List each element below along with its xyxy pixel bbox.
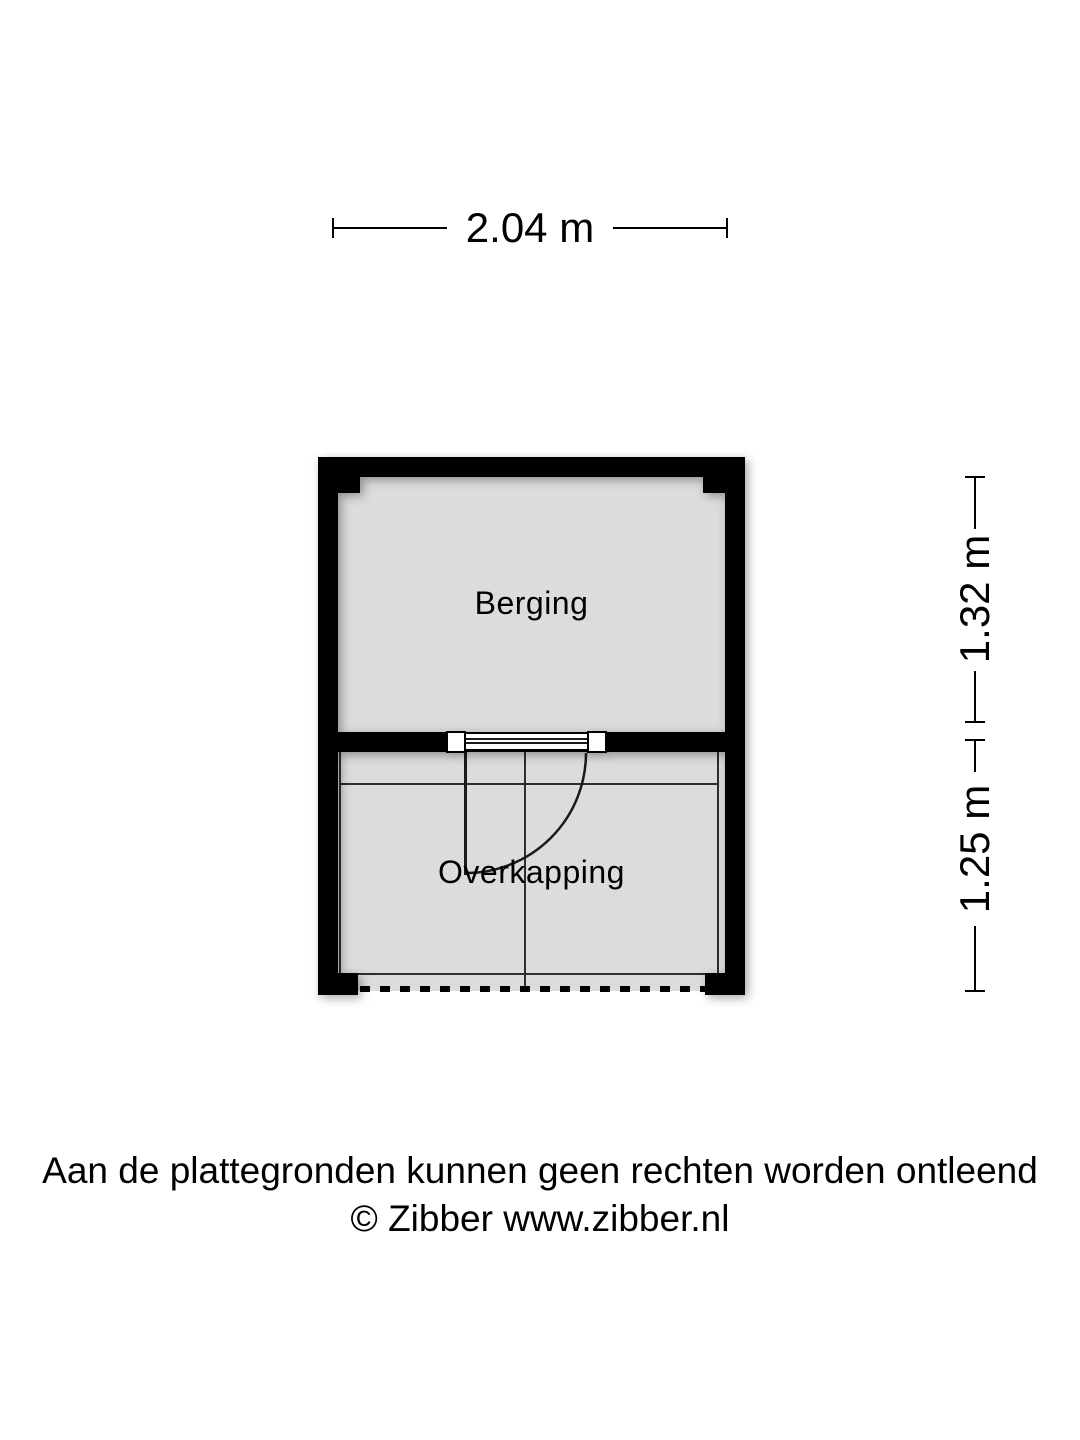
dimension-overkapping-label: 1.25 m (951, 784, 998, 914)
wall-foot-bottom-right (705, 973, 745, 995)
dimension-berging-bottom-line (974, 671, 976, 723)
footer-credit: © Zibber www.zibber.nl (350, 1198, 730, 1239)
door-post-right (587, 731, 607, 753)
dimension-top-left-line (333, 227, 447, 229)
wall-left (318, 457, 338, 995)
wall-middle-left (318, 732, 446, 752)
door-window-frame (466, 732, 587, 752)
walls-layer (318, 457, 745, 995)
room-label-berging: Berging (474, 585, 589, 621)
window-pane-line (466, 742, 587, 744)
door-post-left (446, 731, 466, 753)
dimension-top-label: 2.04 m (465, 204, 595, 251)
dimension-top-right-tick (726, 218, 728, 238)
dimension-overkapping-bottom-line (974, 926, 976, 992)
wall-foot-bottom-left (318, 973, 358, 995)
dimension-berging-label: 1.32 m (951, 534, 998, 664)
wall-pier-top-left (338, 477, 360, 493)
building-outline (318, 457, 745, 995)
dimension-overkapping-bottom-tick (965, 990, 985, 992)
wall-pier-top-right (703, 477, 725, 493)
dimension-berging-bottom-tick (965, 721, 985, 723)
window-pane-line (466, 738, 587, 740)
wall-top (318, 457, 745, 477)
footer (0, 1147, 1080, 1243)
wall-right (725, 457, 745, 995)
room-label-overkapping: Overkapping (438, 854, 625, 890)
dimension-top-right-line (613, 227, 727, 229)
wall-middle-right (607, 732, 745, 752)
footer-disclaimer: Aan de plattegronden kunnen geen rechten worden ontleend (42, 1150, 1038, 1191)
